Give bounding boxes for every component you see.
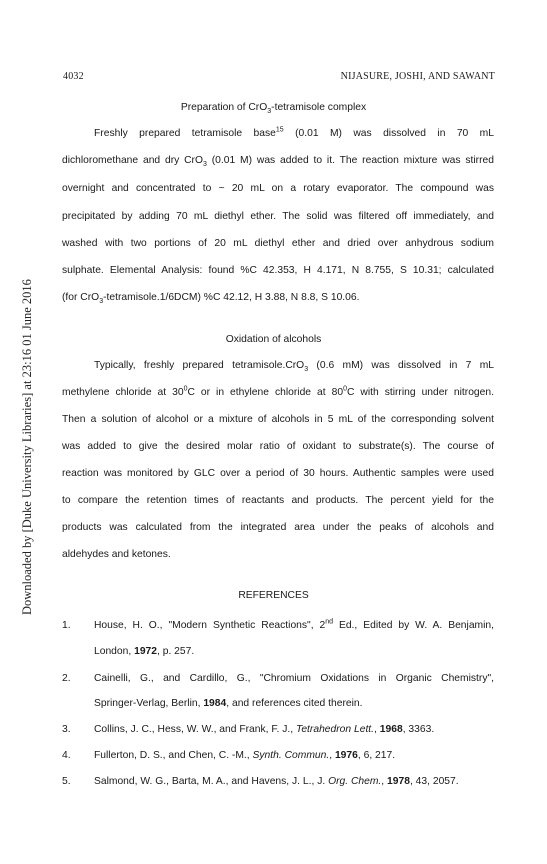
- paragraph-line: Then a solution of alcohol or a mixture of alcohols in 5 mL of the corresponding solvent: [62, 414, 494, 425]
- paragraph-line: (for CrO$_3$-tetramisole.1/6DCM) %C 42.12, H 3.88, N 8.8, S 10.06.: [62, 292, 360, 306]
- paragraph-line: dichloromethane and dry CrO$_3$ (0.01 M) was added to it. The reaction mixture was stirred: [62, 155, 494, 169]
- reference-number: 3.: [62, 724, 71, 735]
- paragraph-line: to compare the retention times of reactants and products. The percent yield for the: [62, 495, 494, 506]
- reference-number: 1.: [62, 620, 71, 631]
- paragraph-line: aldehydes and ketones.: [62, 549, 171, 560]
- references-heading: REFERENCES: [238, 590, 309, 601]
- section-heading-oxidation: Oxidation of alcohols: [225, 334, 322, 345]
- paragraph-line: reaction was monitored by GLC over a period of 30 hours. Authentic samples were used: [62, 468, 494, 479]
- reference-text: Springer-Verlag, Berlin, 1984, and references cited therein.: [94, 698, 363, 709]
- section-heading-preparation: Preparation of CrO$_3$-tetramisole complex: [180, 102, 367, 116]
- reference-text: Cainelli, G., and Cardillo, G., "Chromium Oxidations in Organic Chemistry",: [94, 673, 494, 684]
- running-title: NIJASURE, JOSHI, AND SAWANT: [340, 71, 495, 82]
- paragraph-line: methylene chloride at $30^0C$ or in ethylene chloride at $80^0C$ with stirring under nitrogen.: [62, 385, 494, 398]
- reference-text: House, H. O., "Modern Synthetic Reactions", 2nd Ed., Edited by W. A. Benjamin,: [94, 618, 494, 631]
- paragraph-line: sulphate. Elemental Analysis: found %C 42.353, H 4.171, N 8.755, S 10.31; calculated: [62, 265, 494, 276]
- page-number: 4032: [63, 71, 84, 82]
- reference-text: Collins, J. C., Hess, W. W., and Frank, F. J., Tetrahedron Lett., 1968, 3363.: [94, 724, 435, 735]
- reference-number: 4.: [62, 750, 71, 761]
- reference-number: 5.: [62, 776, 71, 787]
- paragraph-line: products was calculated from the integrated area under the peaks of alcohols and: [62, 522, 494, 533]
- download-watermark: Downloaded by [Duke University Libraries] at 23:16 01 June 2016: [20, 279, 34, 615]
- paragraph-line: overnight and concentrated to ~ 20 mL on a rotary evaporator. The compound was: [62, 183, 494, 194]
- reference-text: Fullerton, D. S., and Chen, C. -M., Synth. Commun., 1976, 6, 217.: [94, 750, 396, 761]
- paragraph-line: was added to give the desired molar ratio of oxidant to substrate(s). The course of: [62, 441, 494, 452]
- reference-number: 2.: [62, 673, 71, 684]
- paragraph-line: Freshly prepared tetramisole base$^{15}$ (0.01 M) was dissolved in 70 mL: [94, 126, 494, 139]
- paragraph-line: Typically, freshly prepared tetramisole.CrO$_3$ (0.6 mM) was dissolved in 7 mL: [94, 360, 494, 374]
- paragraph-line: washed with two portions of 20 mL diethyl ether and dried over anhydrous sodium: [62, 238, 494, 249]
- paragraph-line: precipitated by adding 70 mL diethyl ether. The solid was filtered off immediately, and: [62, 211, 494, 222]
- reference-text: London, 1972, p. 257.: [94, 646, 195, 657]
- reference-text: Salmond, W. G., Barta, M. A., and Havens, J. L., J. Org. Chem., 1978, 43, 2057.: [94, 776, 459, 787]
